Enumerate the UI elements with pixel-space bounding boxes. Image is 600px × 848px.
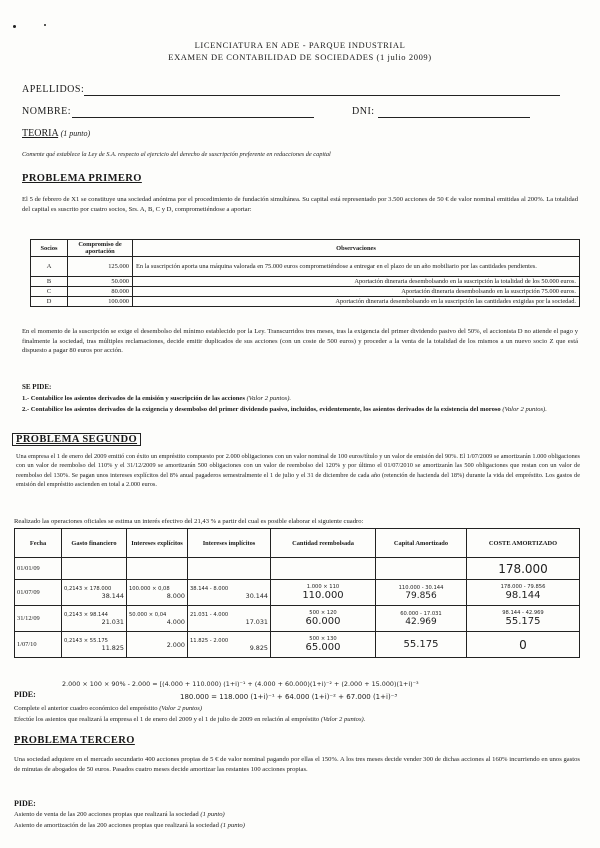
table-row	[15, 606, 580, 632]
problema3-pide1	[14, 810, 574, 820]
pide1-text: Asiento de venta de las 200 acciones propias que realizará la sociedad	[14, 811, 199, 818]
problema2-pide2	[14, 715, 584, 725]
compromiso-cell: 125.000	[68, 257, 133, 277]
problema1-pide2	[22, 405, 578, 415]
socio-cell: B	[31, 277, 68, 287]
cantidad-value: 60.000	[305, 616, 341, 627]
table-row	[31, 287, 580, 297]
capital-value: 55.175	[403, 639, 439, 650]
int-explicitos-cell	[127, 632, 188, 658]
scan-speck	[44, 24, 46, 26]
pide2-points: (Valor 2 puntos).	[320, 716, 366, 723]
problema2-pide1	[14, 704, 574, 714]
col-coste: COSTE AMORTIZADO	[467, 529, 580, 558]
cantidad-workings: 500 × 120	[309, 610, 337, 616]
fecha-cell: 1/07/10	[15, 632, 62, 658]
pide2-points: (Valor 2 puntos).	[502, 406, 547, 413]
pide2-text: Efectúe los asientos que realizará la empresa el 1 de enero del 2009 y el 1 de julio de 2009 en relación al empréstito	[14, 716, 320, 723]
table-row	[31, 257, 580, 277]
gasto-cell	[62, 632, 127, 658]
amortization-table	[14, 528, 580, 658]
coste-workings: 98.144 - 42.969	[502, 610, 544, 616]
gasto-workings: 0,2143 × 55.175	[64, 637, 108, 644]
col-socios: Socios	[31, 240, 68, 257]
observaciones-cell: En la suscripción aporta una máquina valorada en 75.000 euros comprometiéndose a entregar en el plazo de un año mobiliario por las cantidades pendientes.	[133, 257, 580, 277]
problema1-se-pide: SE PIDE:	[22, 383, 52, 391]
int-explicitos-cell	[127, 580, 188, 606]
int-implicitos-value: 30.144	[245, 591, 268, 600]
teoria-heading	[22, 128, 90, 139]
teoria-title: TEORIA	[22, 128, 59, 139]
coste-cell	[467, 606, 580, 632]
gasto-cell	[62, 558, 127, 580]
pide2-text: 2.- Contabilice los asientos derivados de la exigencia y desembolso del primer dividendo pasivo, incluidos, evidentemente, los asientos derivados de la existencia del moroso	[22, 406, 501, 413]
cantidad-workings: 500 × 130	[309, 636, 337, 642]
socios-table	[30, 239, 580, 307]
observaciones-cell: Aportación dineraria desembolsando en la suscripción 75.000 euros.	[133, 287, 580, 297]
int-implicitos-value: 17.031	[245, 617, 268, 626]
int-explicitos-value: 8.000	[166, 591, 185, 600]
coste-cell	[467, 580, 580, 606]
pide1-points: (Valor 2 puntos)	[159, 705, 203, 712]
int-explicitos-workings: 50.000 × 0,04	[129, 611, 167, 618]
col-capital: Capital Amortizado	[376, 529, 467, 558]
int-implicitos-cell	[188, 632, 271, 658]
cantidad-workings: 1.000 × 110	[306, 584, 340, 590]
int-explicitos-value: 4.000	[166, 617, 185, 626]
gasto-workings: 0,2143 × 98.144	[64, 611, 108, 618]
handwritten-side-formula: 180.000 = 118.000 (1+i)⁻¹ + 64.000 (1+i)⁻² + 67.000 (1+i)⁻³	[180, 693, 398, 701]
cantidad-value: 65.000	[305, 642, 341, 653]
coste-value: 0	[519, 637, 527, 652]
socio-cell: A	[31, 257, 68, 277]
int-explicitos-cell	[127, 558, 188, 580]
int-implicitos-cell	[188, 580, 271, 606]
cantidad-cell	[271, 632, 376, 658]
pide2-text: Asiento de amortización de las 200 acciones propias que realizará la sociedad	[14, 822, 219, 829]
socio-cell: D	[31, 297, 68, 307]
int-implicitos-value: 9.825	[249, 643, 268, 652]
fecha-cell: 01/01/09	[15, 558, 62, 580]
cantidad-value: 110.000	[302, 590, 344, 601]
observaciones-cell: Aportación dineraria desembolsando en la suscripción la totalidad de los 50.000 euros.	[133, 277, 580, 287]
observaciones-cell: Aportación dineraria desembolsando en la suscripción las cantidades exigidas por la sociedad.	[133, 297, 580, 307]
coste-workings: 178.000 - 79.856	[500, 584, 546, 590]
table-row	[15, 632, 580, 658]
table-row	[31, 277, 580, 287]
problema1-pide1	[22, 394, 578, 404]
capital-value: 42.969	[405, 616, 437, 627]
problema2-text: Una empresa el 1 de enero del 2009 emitió con éxito un empréstito compuesto por 2.000 obligaciones con un valor nominal de 100 euros/título y un valor de emisión del 90%. El 1/07/2009 se amortizarán 1.000 obligaciones con un valor de reembolso del 110% y el 31/12/2009 se amortizarán 500 obligaciones con un valor de reembolso del 120% y por último el 01/07/2010 se amortizarán las 500 obligaciones que restan con un valor de reembolso del 130%. Se pagan unos intereses explícitos del 8% anual pagaderos semestralmente el 1 de julio y el 31 de diciembre de cada año (retención de hacienda del 18%) durante la vida del empréstito. Los gastos de emisión del empréstito ascienden en total a 2.000 euros.	[16, 453, 580, 489]
fecha-cell: 31/12/09	[15, 606, 62, 632]
int-implicitos-workings: 21.031 - 4.000	[190, 611, 229, 618]
problema3-pide-label: PIDE:	[14, 799, 36, 808]
handwritten-bottom-formula: 2.000 × 100 × 90% - 2.000 = [(4.000 + 110.000) (1+i)⁻¹ + (4.000 + 60.000)(1+i)⁻² + (2.000 + 15.000)(1+i)⁻³	[62, 680, 419, 688]
nombre-line[interactable]	[72, 117, 314, 118]
capital-cell	[376, 606, 467, 632]
apellidos-label: APELLIDOS:	[22, 84, 85, 95]
exam-header-line1: LICENCIATURA EN ADE - PARQUE INDUSTRIAL	[194, 40, 406, 50]
col-cantidad: Cantidad reembolsada	[271, 529, 376, 558]
capital-cell	[376, 558, 467, 580]
apellidos-line[interactable]	[84, 95, 560, 96]
coste-cell	[467, 632, 580, 658]
table-row	[31, 297, 580, 307]
problema1-text2: En el momento de la suscripción se exige el desembolso del mínimo establecido por la Ley. Transcurridos tres meses, tras la exigencia del primer dividendo pasivo del 50%, el accionista D no atiende el pago y finalmente la sociedad, tras múltiples reclamaciones, decide emitir duplicados de sus acciones (con un coste de 500 euros) y proceder a la venta de la totalidad de los mismos a un nuevo socio Z que está dispuesto a pagar 80 euros por acción.	[22, 328, 578, 355]
col-int-explicitos: Intereses explícitos	[127, 529, 188, 558]
dni-label: DNI:	[352, 106, 375, 117]
table-row	[15, 580, 580, 606]
teoria-question: Comente qué establece la Ley de S.A. respecto al ejercicio del derecho de suscripción preferente en reducciones de capital	[22, 151, 331, 158]
amortization-header-row	[15, 529, 580, 558]
int-implicitos-cell	[188, 558, 271, 580]
col-int-implicitos: Intereses implícitos	[188, 529, 271, 558]
table-row	[15, 558, 580, 580]
gasto-value: 38.144	[101, 591, 124, 600]
cantidad-cell	[271, 606, 376, 632]
capital-workings: 60.000 - 17.031	[400, 610, 442, 617]
gasto-value: 21.031	[101, 617, 124, 626]
problema1-title: PROBLEMA PRIMERO	[22, 173, 142, 184]
coste-cell: 178.000	[467, 558, 580, 580]
compromiso-cell: 80.000	[68, 287, 133, 297]
gasto-cell	[62, 606, 127, 632]
col-compromiso: Compromiso de aportación	[68, 240, 133, 257]
scan-speck	[13, 25, 16, 28]
capital-cell	[376, 632, 467, 658]
gasto-value: 11.825	[101, 643, 124, 652]
coste-value: 98.144	[505, 590, 541, 601]
cantidad-cell	[271, 558, 376, 580]
col-observaciones: Observaciones	[133, 240, 580, 257]
problema3-pide2	[14, 821, 574, 831]
int-implicitos-cell	[188, 606, 271, 632]
gasto-cell	[62, 580, 127, 606]
int-implicitos-workings: 11.825 - 2.000	[190, 637, 229, 644]
problema2-title: PROBLEMA SEGUNDO	[12, 433, 141, 446]
int-implicitos-workings: 38.144 - 8.000	[190, 585, 229, 592]
gasto-workings: 0,2143 × 178.000	[64, 585, 112, 592]
pide1-points: (1 punto)	[200, 811, 225, 818]
coste-value: 55.175	[505, 616, 541, 627]
cantidad-cell	[271, 580, 376, 606]
compromiso-cell: 50.000	[68, 277, 133, 287]
socio-cell: C	[31, 287, 68, 297]
teoria-points: (1 punto)	[60, 129, 91, 138]
problema3-text: Una sociedad adquiere en el mercado secundario 400 acciones propias de 5 € de valor nominal pagando por ellas el 150%. A los tres meses decide vender 300 de dichas acciones al 160% incurriendo en unos gastos de minutas de abogados de 50 euros. Pasados cuatro meses decide amortizar las restantes 100 acciones propias.	[14, 756, 580, 773]
int-explicitos-value: 2.000	[166, 640, 185, 649]
int-explicitos-workings: 100.000 × 0,08	[129, 585, 170, 592]
pide1-text: Complete el anterior cuadro económico del empréstito	[14, 705, 158, 712]
problema2-table-intro: Realizado las operaciones oficiales se estima un interés efectivo del 21,43 % a partir del cual es posible elaborar el siguiente cuadro:	[14, 518, 364, 525]
int-explicitos-cell	[127, 606, 188, 632]
socios-header-row	[31, 240, 580, 257]
capital-cell	[376, 580, 467, 606]
pide1-points: (Valor 2 puntos).	[246, 395, 292, 402]
fecha-cell: 01/07/09	[15, 580, 62, 606]
capital-workings: 110.000 - 30.144	[398, 584, 444, 591]
problema3-title: PROBLEMA TERCERO	[14, 735, 135, 746]
nombre-label: NOMBRE:	[22, 106, 72, 117]
pide2-points: (1 punto)	[220, 822, 245, 829]
col-gasto: Gasto financiero	[62, 529, 127, 558]
exam-header-line2: EXAMEN DE CONTABILIDAD DE SOCIEDADES (1 julio 2009)	[168, 52, 432, 62]
pide1-text: 1.- Contabilice los asientos derivados de la emisión y suscripción de las acciones	[22, 395, 245, 402]
problema1-intro: El 5 de febrero de X1 se constituye una sociedad anónima por el procedimiento de fundación simultánea. Su capital está representado por 3.500 acciones de 50 € de valor nominal emitidas al 200%. La totalidad del capital es suscrito por cuatro socios, Srs. A, B, C y D, comprometiéndose a aportar:	[22, 196, 578, 213]
col-fecha: Fecha	[15, 529, 62, 558]
dni-line[interactable]	[378, 117, 530, 118]
capital-value: 79.856	[405, 590, 437, 601]
compromiso-cell: 100.000	[68, 297, 133, 307]
problema2-pide-label: PIDE:	[14, 690, 36, 699]
